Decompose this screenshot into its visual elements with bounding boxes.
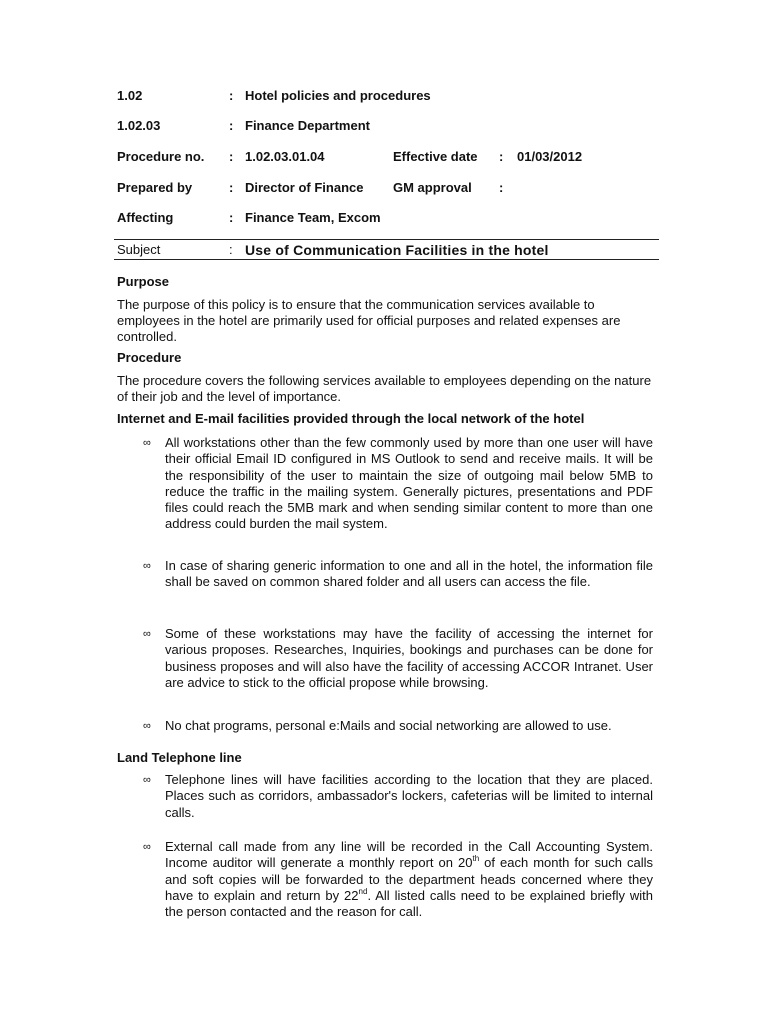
procedure-text: The procedure covers the following services available to employees depending on the nature of their job and the level of importance. bbox=[117, 373, 652, 404]
procedure-heading: Procedure bbox=[117, 350, 182, 365]
bullet-text: In case of sharing generic information to one and all in the hotel, the information file shall be saved on common shared folder and all users can access the file. bbox=[165, 558, 653, 590]
ribbon-bullet-icon: ∞ bbox=[143, 720, 151, 732]
affecting-value: Finance Team, Excom bbox=[245, 210, 381, 225]
section-number: 1.02 bbox=[117, 88, 143, 103]
list-item bbox=[143, 435, 653, 533]
colon: : bbox=[229, 149, 234, 164]
colon: : bbox=[229, 118, 234, 133]
bullet-text-part: . All listed calls need to be explained briefly with the person contacted and the reason for call. bbox=[165, 887, 653, 920]
prepared-by-value: Director of Finance bbox=[245, 180, 364, 195]
internet-heading: Internet and E-mail facilities provided through the local network of the hotel bbox=[117, 411, 585, 426]
department-title: Finance Department bbox=[245, 118, 370, 133]
bullet-text: All workstations other than the few commonly used by more than one user will have their official Email ID configured in MS Outlook to send and receive mails. It will be the responsibility of the user to maintain the size of outgoing mail below 5MB to reduce the traffic in the mailing system. Generally pictures, presentations and PDF files could reach the 5MB mark and when sending similar content to more than one address could burden the mail system. bbox=[165, 435, 653, 532]
bullet-text-part: External call made from any line will be recorded in the Call Accounting System. Income auditor will generate a monthly report on 20 bbox=[165, 839, 653, 871]
procedure-number: 1.02.03.01.04 bbox=[245, 149, 325, 164]
list-item bbox=[143, 839, 653, 920]
colon: : bbox=[229, 180, 234, 195]
list-item bbox=[143, 772, 653, 821]
colon: : bbox=[229, 88, 234, 103]
purpose-text: The purpose of this policy is to ensure that the communication services available to employees in the hotel are primarily used for official purposes and related expenses are controlled. bbox=[117, 297, 621, 344]
list-item bbox=[143, 558, 653, 591]
effective-date-label: Effective date bbox=[393, 149, 478, 164]
bullet-text: Some of these workstations may have the facility of accessing the internet for various proposes. Researches, Inquiries, bookings and purchases can be done for business proposes and will also have the facility of accessing ACCOR Intranet. User are advice to stick to the official propose while browsing. bbox=[165, 626, 653, 690]
colon: : bbox=[499, 149, 504, 164]
bullet-text: No chat programs, personal e:Mails and social networking are allowed to use. bbox=[165, 718, 612, 733]
affecting-label: Affecting bbox=[117, 210, 174, 225]
subject-label: Subject bbox=[117, 242, 161, 257]
ribbon-bullet-icon: ∞ bbox=[143, 774, 151, 786]
prepared-by-label: Prepared by bbox=[117, 180, 193, 195]
section-title: Hotel policies and procedures bbox=[245, 88, 431, 103]
ribbon-bullet-icon: ∞ bbox=[143, 841, 151, 853]
department-number: 1.02.03 bbox=[117, 118, 161, 133]
colon: : bbox=[499, 180, 504, 195]
effective-date-value: 01/03/2012 bbox=[517, 149, 583, 164]
colon: : bbox=[229, 242, 233, 257]
bullet-text-part: of each month for such calls and soft copies will be forwarded to the department heads concerned where they have to explain and return by 22 bbox=[165, 855, 653, 903]
list-item bbox=[143, 626, 653, 691]
list-item bbox=[143, 718, 653, 734]
ribbon-bullet-icon: ∞ bbox=[143, 560, 151, 572]
subject-title: Use of Communication Facilities in the hotel bbox=[245, 242, 549, 258]
ribbon-bullet-icon: ∞ bbox=[143, 628, 151, 640]
telephone-heading: Land Telephone line bbox=[117, 750, 242, 765]
procedure-label: Procedure no. bbox=[117, 149, 205, 164]
ordinal-suffix: nd bbox=[358, 886, 368, 896]
purpose-heading: Purpose bbox=[117, 274, 170, 289]
ordinal-suffix: th bbox=[472, 853, 480, 863]
ribbon-bullet-icon: ∞ bbox=[143, 437, 151, 449]
gm-approval-label: GM approval bbox=[393, 180, 472, 195]
subject-bottom-rule bbox=[114, 259, 659, 260]
subject-top-rule bbox=[114, 239, 659, 240]
bullet-text: Telephone lines will have facilities according to the location that they are placed. Places such as corridors, ambassador's lockers, cafeterias will be limited to internal calls. bbox=[165, 772, 653, 820]
colon: : bbox=[229, 210, 234, 225]
bullet-text bbox=[165, 839, 653, 920]
